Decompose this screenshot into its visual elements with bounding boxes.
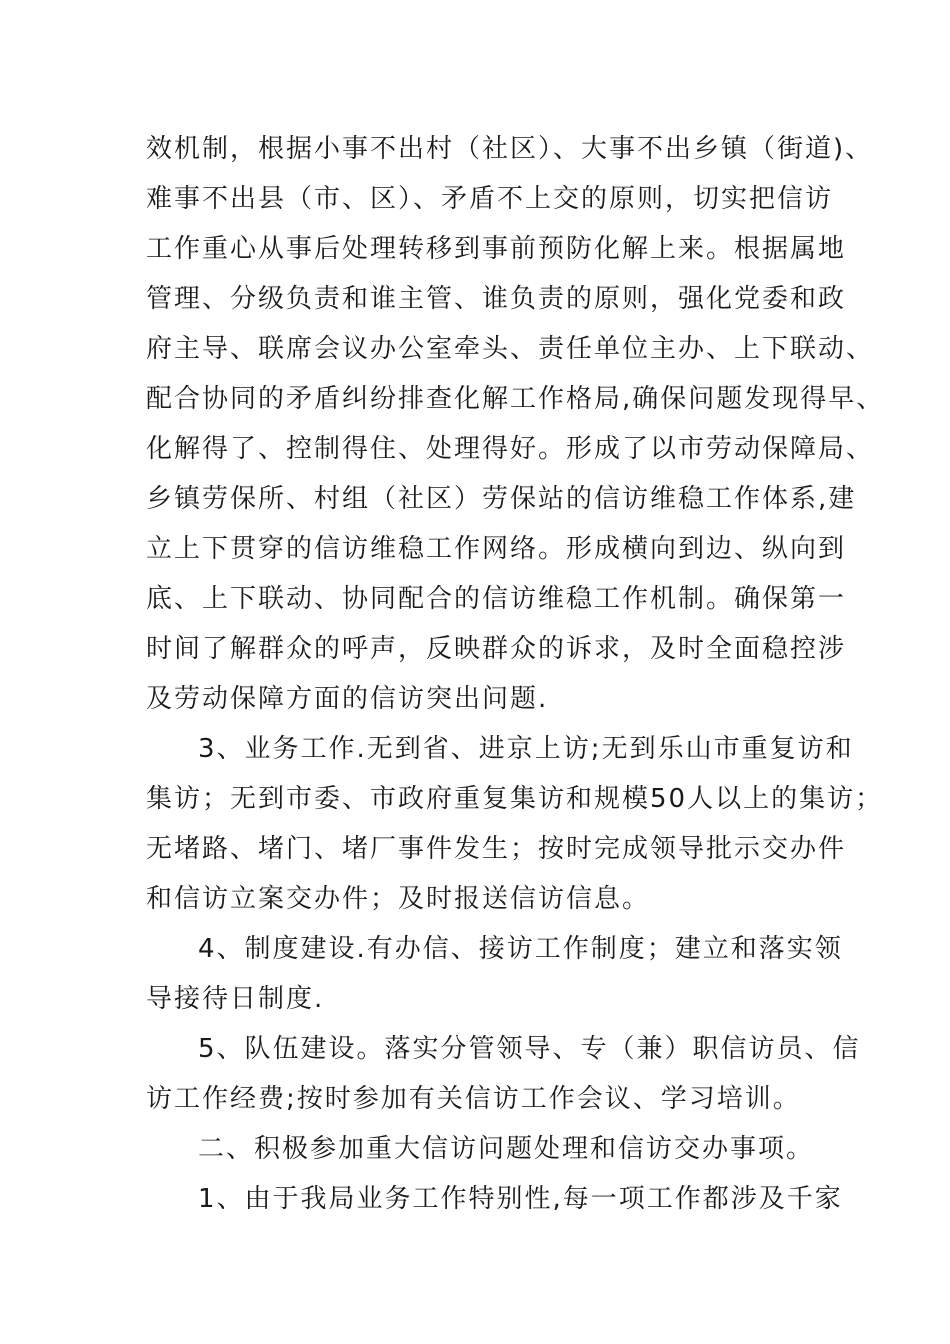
text-line: 无堵路、堵门、堵厂事件发生；按时完成领导批示交办件: [146, 834, 847, 864]
text-line: 工作重心从事后处理转移到事前预防化解上来。根据属地: [146, 234, 847, 264]
text-line: 访工作经费;按时参加有关信访工作会议、学习培训。: [146, 1084, 801, 1114]
text-line: 配合协同的矛盾纠纷排查化解工作格局,确保问题发现得早、: [146, 384, 885, 414]
text-line: 4、制度建设.有办信、接访工作制度；建立和落实领: [198, 934, 843, 964]
text-line: 立上下贯穿的信访维稳工作网络。形成横向到边、纵向到: [146, 534, 847, 564]
text-line: 乡镇劳保所、村组（社区）劳保站的信访维稳工作体系,建: [146, 484, 857, 514]
text-line: 和信访立案交办件；及时报送信访信息。: [146, 884, 651, 914]
text-line: 效机制，根据小事不出村（社区）、大事不出乡镇（街道)、: [146, 134, 874, 164]
body-text: [146, 124, 885, 1224]
text-line: 集访；无到市委、市政府重复集访和规模50人以上的集访；: [146, 784, 884, 814]
text-line: 导接待日制度.: [146, 984, 325, 1014]
text-line: 及劳动保障方面的信访突出问题.: [146, 684, 549, 714]
text-line: 3、业务工作.无到省、进京上访;无到乐山市重复访和: [198, 734, 854, 764]
text-line: 底、上下联动、协同配合的信访维稳工作机制。确保第一: [146, 584, 847, 614]
text-line: 1、由于我局业务工作特别性,每一项工作都涉及千家: [198, 1184, 843, 1214]
text-line: 难事不出县（市、区）、矛盾不上交的原则，切实把信访: [146, 184, 834, 214]
text-line: 二、积极参加重大信访问题处理和信访交办事项。: [198, 1134, 815, 1164]
text-line: 管理、分级负责和谁主管、谁负责的原则，强化党委和政: [146, 284, 847, 314]
text-line: 府主导、联席会议办公室牵头、责任单位主办、上下联动、: [146, 334, 875, 364]
text-line: 时间了解群众的呼声，反映群众的诉求，及时全面稳控涉: [146, 634, 847, 664]
text-line: 5、队伍建设。落实分管领导、专（兼）职信访员、信: [198, 1034, 861, 1064]
text-line: 化解得了、控制得住、处理得好。形成了以市劳动保障局、: [146, 434, 875, 464]
